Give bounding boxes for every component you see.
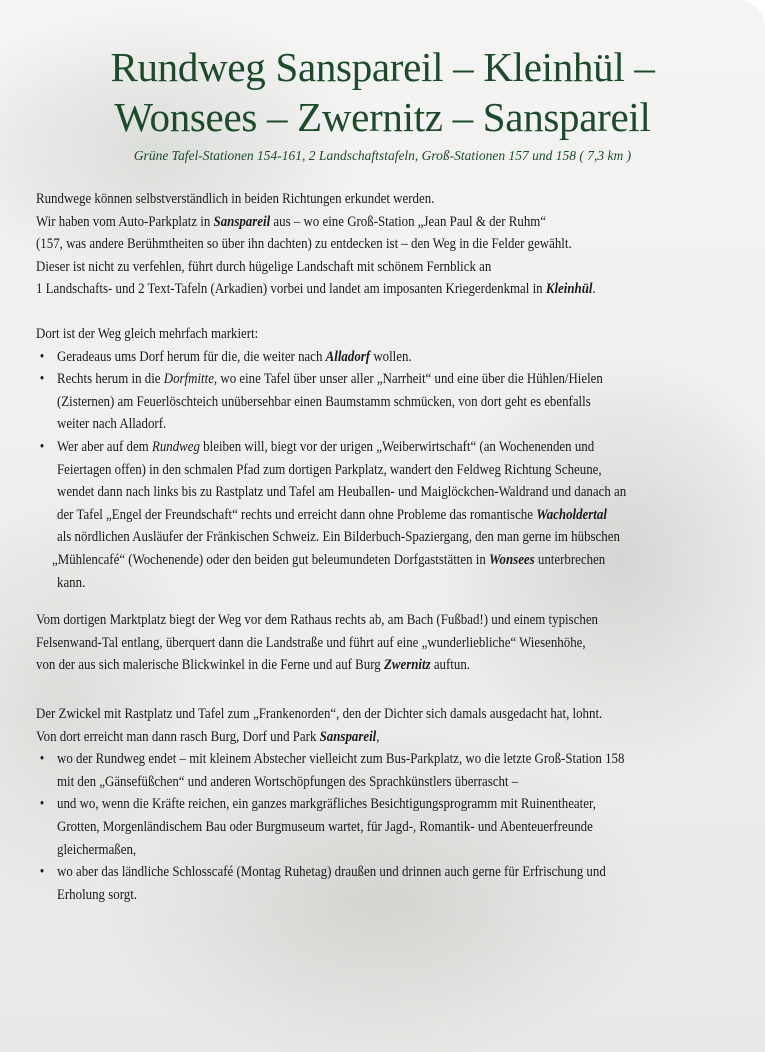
subtitle: Grüne Tafel-Stationen 154-161, 2 Landschaftstafeln, Groß-Stationen 157 und 158 ( 7,3 km ) [133, 148, 632, 163]
text-segment: wo der Rundweg endet – mit kleinem Abstecher vielleicht zum Bus-Parkplatz, wo die letzte Groß-Station 158 [57, 751, 625, 768]
text-line [57, 507, 715, 530]
text-line [57, 819, 715, 842]
text-segment: Wer aber auf dem [57, 438, 152, 455]
title-line-1: Rundweg Sanspareil – Kleinhül – [110, 44, 655, 90]
text-segment: gleichermaßen, [57, 841, 137, 858]
bullet-icon: • [39, 371, 45, 388]
text-line [57, 484, 715, 507]
text-line [36, 191, 694, 214]
text-segment: 1 Landschafts- und 2 Text-Tafeln (Arkadien) vorbei und landet am imposanten Kriegerdenkmal in [36, 281, 546, 298]
text-segment: Feiertagen offen) in den schmalen Pfad zum dortigen Parkplatz, wandert den Feldweg Richtung Scheune, [57, 461, 602, 478]
text-segment: Geradeaus ums Dorf herum für die, die weiter nach [57, 348, 326, 365]
bullet-line [39, 348, 715, 372]
text-line [36, 259, 694, 282]
paragraph-zwickel [0, 706, 765, 909]
bullet-icon: • [39, 864, 45, 881]
text-line [36, 236, 694, 259]
text-segment: als nördlichen Ausläufer der Fränkischen Schweiz. Ein Bilderbuch-Spaziergang, den man gerne im hübschen [57, 529, 620, 546]
text-segment: Dort ist der Weg gleich mehrfach markiert: [36, 326, 259, 342]
text-line [57, 842, 715, 865]
text-line [36, 729, 694, 752]
text-segment: von der aus sich malerische Blickwinkel in die Ferne und auf Burg [36, 657, 384, 674]
paragraph-marktplatz [0, 612, 765, 680]
paragraph-intro [0, 191, 765, 304]
text-line [57, 774, 715, 797]
text-line [36, 214, 694, 237]
text-line [36, 612, 694, 635]
text-segment: Erholung sorgt. [57, 886, 138, 903]
text-segment: , [376, 728, 380, 745]
emphasized-place-name: Dorfmitte [163, 371, 214, 388]
bullet-icon: • [39, 438, 45, 455]
text-segment: auftun. [430, 657, 471, 674]
title-line-2: Wonsees – Zwernitz – Sanspareil [114, 94, 651, 140]
text-segment: Von dort erreicht man dann rasch Burg, Dorf und Park [36, 728, 320, 745]
bullet-icon: • [39, 796, 45, 813]
text-line [57, 394, 715, 417]
text-segment: weiter nach Alladorf. [57, 416, 167, 433]
text-segment: kann. [57, 574, 86, 591]
emphasized-place-name: Rundweg [151, 438, 200, 455]
emphasized-place-name: Wonsees [489, 551, 535, 568]
text-segment: aus – wo eine Groß-Station „Jean Paul & der Ruhm“ [270, 213, 547, 230]
bullet-line [39, 751, 715, 774]
text-line [36, 635, 694, 658]
text-line [36, 281, 694, 304]
text-segment: , wo eine Tafel über unser aller „Narrheit“ und eine über die Hühlen/Hielen [213, 371, 603, 388]
text-segment: (Zisternen) am Feuerlöschteich unübersehbar einen Baumstamm schmücken, von dort geht es ebenfalls [57, 393, 591, 410]
emphasized-place-name: Sanspareil [213, 213, 271, 230]
emphasized-place-name: Sanspareil [319, 728, 377, 745]
bullet-icon: • [39, 348, 45, 365]
text-segment: (157, was andere Berühmtheiten so über ihn dachten) zu entdecken ist – den Weg in die Felder gewählt. [36, 236, 572, 253]
text-line [57, 529, 715, 552]
bullet-icon: • [39, 751, 45, 768]
bullet-line [39, 438, 715, 462]
text-line [57, 887, 715, 910]
text-segment: Dieser ist nicht zu verfehlen, führt durch hügelige Landschaft mit schönem Fernblick an [36, 258, 492, 275]
text-segment: „Mühlencafé“ (Wochenende) oder den beiden gut beleumundeten Dorfgaststätten in [52, 551, 490, 568]
text-segment: Wir haben vom Auto-Parkplatz in [36, 213, 214, 230]
emphasized-place-name: Zwernitz [383, 657, 431, 674]
text-segment: Grotten, Morgenländischem Bau oder Burgmuseum wartet, für Jagd-, Romantik- und Abenteuerfreunde [57, 818, 593, 835]
text-line [52, 552, 710, 575]
text-line [36, 706, 694, 729]
bullet-line [39, 796, 715, 819]
text-line [57, 416, 715, 439]
text-line [57, 575, 715, 598]
text-line [57, 462, 715, 485]
text-segment: Vom dortigen Marktplatz biegt der Weg vor dem Rathaus rechts ab, am Bach (Fußbad!) und einem typischen [36, 612, 599, 628]
bullet-line [39, 371, 715, 394]
text-segment: Felsenwand-Tal entlang, überquert dann die Landstraße und führt auf eine „wunderliebliche“ Wiesenhöhe, [36, 634, 586, 651]
text-segment: Rechts herum in die [57, 371, 164, 388]
text-line [36, 657, 694, 680]
text-segment: . [592, 281, 596, 298]
text-segment: mit den „Gänsefüßchen“ und anderen Wortschöpfungen des Sprachkünstlers überrascht – [57, 773, 519, 790]
emphasized-place-name: Wacholdertal [536, 506, 607, 523]
text-segment: der Tafel „Engel der Freundschaft“ rechts und erreicht dann ohne Probleme das romantische [57, 506, 537, 523]
text-segment: unterbrechen [534, 551, 606, 568]
bullet-line [39, 864, 715, 887]
text-segment: Rundwege können selbstverständlich in beiden Richtungen erkundet werden. [36, 191, 435, 207]
paragraph-markings [0, 326, 765, 597]
text-segment: bleiben will, biegt vor der urigen „Weiberwirtschaft“ (an Wochenenden und [199, 438, 595, 455]
text-segment: wendet dann nach links bis zu Rastplatz und Tafel am Heuballen- und Maiglöckchen-Waldrand und danach an [57, 484, 627, 501]
text-segment: und wo, wenn die Kräfte reichen, ein ganzes markgräfliches Besichtigungsprogramm mit Ruinentheater, [57, 796, 596, 813]
emphasized-place-name: Kleinhül [545, 281, 593, 298]
text-segment: wo aber das ländliche Schlosscafé (Montag Ruhetag) draußen und drinnen auch gerne für Erfrischung und [57, 864, 606, 881]
text-segment: wollen. [370, 348, 412, 365]
text-line [36, 326, 694, 349]
emphasized-place-name: Alladorf [325, 348, 371, 365]
text-segment: Der Zwickel mit Rastplatz und Tafel zum „Frankenorden“, den der Dichter sich damals ausgedacht hat, lohnt. [36, 706, 603, 722]
